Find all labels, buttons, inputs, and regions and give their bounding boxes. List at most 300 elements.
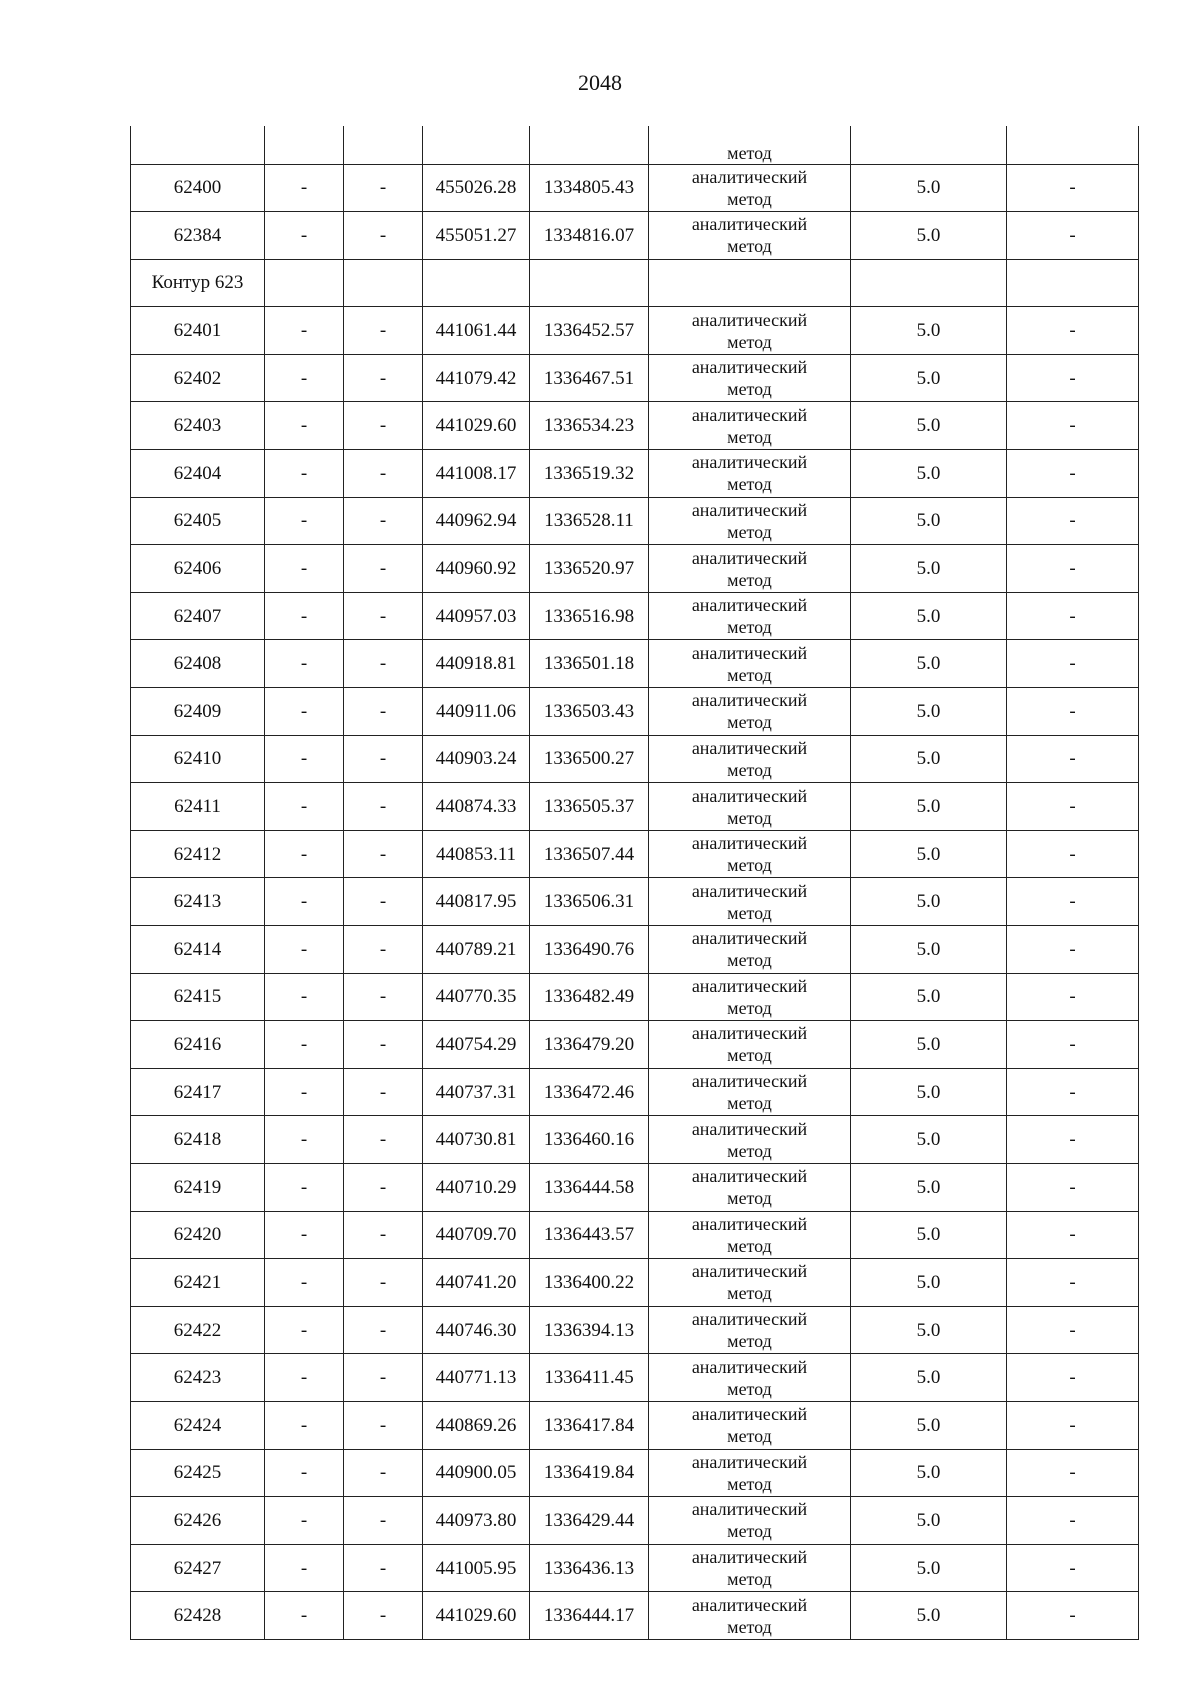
cell-y [530, 592, 649, 640]
cell-y [530, 783, 649, 831]
cell-y [530, 307, 649, 355]
cell-dash-text: - [300, 1557, 308, 1579]
cell-point-id [131, 212, 265, 260]
cell-x [423, 592, 530, 640]
cell-x-text: 440710.29 [435, 1176, 517, 1198]
cell-x-text: 441008.17 [435, 462, 517, 484]
cell-method-text: аналитический метод [691, 690, 808, 733]
cell-method [649, 1116, 851, 1164]
table-row [131, 1401, 1139, 1449]
cell-method-text: аналитический метод [691, 452, 808, 495]
cell-accuracy [851, 1163, 1007, 1211]
cell-accuracy-text: 5.0 [916, 1129, 941, 1151]
cell-dash-text: - [300, 1509, 308, 1531]
cell-point-id [131, 735, 265, 783]
cell-dash [1007, 878, 1139, 926]
cell-accuracy-text: 5.0 [916, 1509, 941, 1531]
cell-accuracy-text: 5.0 [916, 1462, 941, 1484]
cell-x-text: 440817.95 [435, 891, 517, 913]
cell-dash [344, 592, 423, 640]
cell-dash [265, 783, 344, 831]
cell-dash-text: - [300, 1033, 308, 1055]
cell-y [530, 1306, 649, 1354]
cell-x-text: 441029.60 [435, 415, 517, 437]
cell-point-id [131, 497, 265, 545]
cell-point-id-text: 62400 [173, 177, 222, 199]
cell-accuracy [851, 783, 1007, 831]
cell-x-text: 441029.60 [435, 1605, 517, 1627]
cell-dash [265, 640, 344, 688]
cell-dash-text: - [379, 462, 387, 484]
cell-dash-text: - [1069, 320, 1076, 342]
cell-y [530, 450, 649, 498]
cell-dash [1007, 1306, 1139, 1354]
cell-accuracy-text: 5.0 [916, 1414, 941, 1436]
table-row [131, 926, 1139, 974]
cell-x [423, 497, 530, 545]
cell-accuracy [851, 1211, 1007, 1259]
cell-dash-text: - [1069, 1033, 1076, 1055]
cell-dash-text: - [379, 891, 387, 913]
cell-x [423, 1354, 530, 1402]
cell-x-text: 440960.92 [435, 558, 517, 580]
cell-point-id [131, 1211, 265, 1259]
cell-accuracy [851, 497, 1007, 545]
cell-y-text: 1336394.13 [543, 1319, 635, 1341]
cell-x-text: 455051.27 [435, 224, 517, 246]
cell-dash [265, 1021, 344, 1069]
cell-method-text: аналитический метод [691, 1023, 808, 1066]
cell-method [649, 783, 851, 831]
cell-x-text: 440789.21 [435, 938, 517, 960]
cell-x-text: 455026.28 [435, 177, 517, 199]
cell-y [530, 1259, 649, 1307]
cell-method-text: аналитический метод [691, 547, 808, 590]
cell-method-text: аналитический метод [691, 1071, 808, 1114]
cell-point-id-text: 62424 [173, 1414, 222, 1436]
cell-point-id [131, 926, 265, 974]
cell-dash [265, 307, 344, 355]
cell-method-text: аналитический метод [691, 595, 808, 638]
cell-dash [265, 1259, 344, 1307]
cell-y-text: 1336490.76 [543, 938, 635, 960]
cell-dash-text: - [1069, 1557, 1076, 1579]
cell-dash [265, 402, 344, 450]
table-row [131, 307, 1139, 355]
table-row [131, 354, 1139, 402]
cell-dash-text: - [1069, 843, 1076, 865]
cell-dash-text: - [300, 1176, 308, 1198]
cell-y-text: 1336429.44 [543, 1509, 635, 1531]
cell-dash-text: - [300, 415, 308, 437]
cell-dash [265, 878, 344, 926]
cell-y [530, 1449, 649, 1497]
cell-dash [1007, 640, 1139, 688]
cell-point-id-text: 62422 [173, 1319, 222, 1341]
cell-method [649, 735, 851, 783]
cell-dash [265, 1544, 344, 1592]
cell-y-text: 1336436.13 [543, 1557, 635, 1579]
cell-method [649, 1592, 851, 1640]
cell-x-text: 440737.31 [435, 1081, 517, 1103]
cell-dash [265, 1306, 344, 1354]
cell-dash [1007, 1497, 1139, 1545]
cell-empty [265, 259, 344, 307]
cell-dash-text: - [379, 1319, 387, 1341]
cell-dash [344, 1259, 423, 1307]
cell-accuracy-text: 5.0 [916, 1271, 941, 1293]
cell-y [530, 402, 649, 450]
cell-dash-text: - [379, 1462, 387, 1484]
table-row [131, 1211, 1139, 1259]
cell-y-text: 1336443.57 [543, 1224, 635, 1246]
cell-empty [530, 126, 649, 164]
cell-x-text: 440911.06 [435, 700, 517, 722]
table-row [131, 830, 1139, 878]
cell-dash-text: - [1069, 224, 1076, 246]
cell-dash-text: - [379, 986, 387, 1008]
cell-method-text: аналитический метод [691, 499, 808, 542]
cell-x [423, 402, 530, 450]
cell-x-text: 440754.29 [435, 1033, 517, 1055]
cell-point-id [131, 830, 265, 878]
cell-dash-text: - [379, 1129, 387, 1151]
cell-dash-text: - [300, 462, 308, 484]
cell-dash-text: - [1069, 1462, 1076, 1484]
cell-method [649, 307, 851, 355]
cell-accuracy-text: 5.0 [916, 891, 941, 913]
cell-dash-text: - [379, 605, 387, 627]
cell-dash-text: - [379, 558, 387, 580]
cell-dash [1007, 545, 1139, 593]
table-row [131, 1497, 1139, 1545]
cell-method-text: аналитический метод [691, 309, 808, 352]
cell-y-text: 1336507.44 [543, 843, 635, 865]
cell-method [649, 545, 851, 593]
table-row [131, 783, 1139, 831]
cell-y-text: 1336444.58 [543, 1176, 635, 1198]
cell-dash [1007, 783, 1139, 831]
cell-y [530, 830, 649, 878]
cell-y [530, 1021, 649, 1069]
cell-dash [1007, 402, 1139, 450]
cell-point-id-text: 62427 [173, 1557, 222, 1579]
cell-accuracy-text: 5.0 [916, 843, 941, 865]
cell-method [649, 1021, 851, 1069]
cell-x-text: 441005.95 [435, 1557, 517, 1579]
cell-point-id [131, 545, 265, 593]
cell-point-id [131, 1592, 265, 1640]
cell-y [530, 735, 649, 783]
cell-method [649, 450, 851, 498]
cell-accuracy [851, 1354, 1007, 1402]
cell-x [423, 830, 530, 878]
cell-dash [265, 926, 344, 974]
cell-y-text: 1336501.18 [543, 653, 635, 675]
cell-dash [1007, 592, 1139, 640]
cell-accuracy [851, 450, 1007, 498]
cell-dash-text: - [379, 177, 387, 199]
cell-empty [851, 126, 1007, 164]
cell-y [530, 1401, 649, 1449]
cell-accuracy-text: 5.0 [916, 1081, 941, 1103]
cell-point-id-text: 62414 [173, 938, 222, 960]
cell-dash-text: - [300, 653, 308, 675]
cell-accuracy [851, 1401, 1007, 1449]
cell-dash [265, 1592, 344, 1640]
cell-empty [344, 259, 423, 307]
cell-x [423, 1259, 530, 1307]
cell-accuracy [851, 592, 1007, 640]
cell-dash-text: - [1069, 1271, 1076, 1293]
cell-method-text: аналитический метод [691, 1404, 808, 1447]
cell-dash-text: - [300, 1605, 308, 1627]
table-row [131, 878, 1139, 926]
cell-y-text: 1336467.51 [543, 367, 635, 389]
cell-y-text: 1336417.84 [543, 1414, 635, 1436]
cell-method [649, 1497, 851, 1545]
cell-dash [344, 830, 423, 878]
cell-dash [265, 164, 344, 212]
cell-dash-text: - [300, 748, 308, 770]
cell-dash-text: - [300, 177, 308, 199]
table-row [131, 1021, 1139, 1069]
cell-x [423, 1497, 530, 1545]
cell-y [530, 1116, 649, 1164]
cell-dash [265, 1068, 344, 1116]
cell-dash-text: - [379, 700, 387, 722]
table-body [131, 126, 1139, 1639]
cell-dash [344, 164, 423, 212]
cell-y-text: 1336444.17 [543, 1605, 635, 1627]
cell-x [423, 1116, 530, 1164]
cell-accuracy-text: 5.0 [916, 1605, 941, 1627]
cell-method [649, 878, 851, 926]
cell-y-text: 1336400.22 [543, 1271, 635, 1293]
cell-dash [344, 1401, 423, 1449]
cell-dash-text: - [1069, 177, 1076, 199]
cell-dash-text: - [300, 700, 308, 722]
cell-accuracy [851, 164, 1007, 212]
cell-empty [1007, 259, 1139, 307]
cell-dash-text: - [1069, 700, 1076, 722]
cell-dash [1007, 1544, 1139, 1592]
cell-point-id [131, 973, 265, 1021]
cell-y-text: 1336472.46 [543, 1081, 635, 1103]
cell-accuracy [851, 545, 1007, 593]
cell-method [649, 1449, 851, 1497]
cell-dash-text: - [379, 796, 387, 818]
cell-dash [344, 926, 423, 974]
cell-y-text: 1336516.98 [543, 605, 635, 627]
cell-accuracy [851, 735, 1007, 783]
cell-method-text: аналитический метод [691, 833, 808, 876]
cell-x [423, 164, 530, 212]
cell-y-text: 1336506.31 [543, 891, 635, 913]
cell-method-text: аналитический метод [691, 1356, 808, 1399]
cell-dash [344, 1068, 423, 1116]
cell-accuracy [851, 1449, 1007, 1497]
section-row [131, 259, 1139, 307]
cell-y [530, 1163, 649, 1211]
cell-x [423, 1306, 530, 1354]
cell-method-text: аналитический метод [691, 166, 808, 209]
cell-dash [1007, 1211, 1139, 1259]
cell-y [530, 545, 649, 593]
cell-dash-text: - [300, 986, 308, 1008]
cell-dash-text: - [300, 1414, 308, 1436]
cell-accuracy [851, 1592, 1007, 1640]
cell-dash [265, 450, 344, 498]
cell-y [530, 640, 649, 688]
cell-accuracy-text: 5.0 [916, 462, 941, 484]
cell-point-id [131, 1449, 265, 1497]
cell-dash [1007, 1401, 1139, 1449]
cell-point-id-text: 62404 [173, 462, 222, 484]
cell-point-id [131, 1354, 265, 1402]
cell-dash [344, 1116, 423, 1164]
cell-dash-text: - [300, 224, 308, 246]
table-row [131, 1354, 1139, 1402]
cell-method-text: аналитический метод [691, 1594, 808, 1637]
table-row [131, 592, 1139, 640]
table-row [131, 640, 1139, 688]
cell-point-id-text: 62419 [173, 1176, 222, 1198]
cell-point-id [131, 450, 265, 498]
cell-y-text: 1336534.23 [543, 415, 635, 437]
cell-dash-text: - [379, 1271, 387, 1293]
cell-y [530, 497, 649, 545]
cell-x-text: 441079.42 [435, 367, 517, 389]
cell-dash-text: - [379, 1224, 387, 1246]
cell-dash-text: - [379, 320, 387, 342]
cell-dash-text: - [300, 558, 308, 580]
section-label [131, 259, 265, 307]
cell-method-text: аналитический метод [691, 214, 808, 257]
cell-accuracy-text: 5.0 [916, 653, 941, 675]
cell-dash [265, 592, 344, 640]
cell-accuracy [851, 1306, 1007, 1354]
cell-accuracy [851, 1497, 1007, 1545]
cell-dash [1007, 164, 1139, 212]
cell-accuracy [851, 354, 1007, 402]
cell-accuracy-text: 5.0 [916, 510, 941, 532]
cell-x [423, 878, 530, 926]
cell-dash [1007, 926, 1139, 974]
table-row [131, 545, 1139, 593]
cell-dash [344, 1497, 423, 1545]
cell-x [423, 1449, 530, 1497]
cell-dash-text: - [300, 510, 308, 532]
cell-point-id [131, 878, 265, 926]
cell-dash [1007, 1592, 1139, 1640]
cell-x-text: 440874.33 [435, 796, 517, 818]
cell-y [530, 1544, 649, 1592]
cell-dash-text: - [379, 1557, 387, 1579]
table-row [131, 1259, 1139, 1307]
cell-point-id [131, 164, 265, 212]
cell-dash [265, 545, 344, 593]
table-row [131, 164, 1139, 212]
cell-dash-text: - [379, 1605, 387, 1627]
cell-dash-text: - [1069, 558, 1076, 580]
cell-method [649, 164, 851, 212]
cell-x-text: 440771.13 [435, 1367, 517, 1389]
cell-dash-text: - [300, 320, 308, 342]
cell-empty [131, 126, 265, 164]
cell-dash-text: - [379, 367, 387, 389]
page-number: 2048 [578, 70, 622, 95]
cell-method-text: аналитический метод [691, 357, 808, 400]
cell-x-text: 440962.94 [435, 510, 517, 532]
table-row [131, 1116, 1139, 1164]
cell-method [649, 830, 851, 878]
cell-dash [344, 450, 423, 498]
cell-dash [344, 307, 423, 355]
cell-point-id-text: 62416 [173, 1033, 222, 1055]
cell-dash [344, 735, 423, 783]
cell-dash [265, 1116, 344, 1164]
cell-x [423, 735, 530, 783]
cell-method-text: аналитический метод [691, 1118, 808, 1161]
cell-dash-text: - [379, 938, 387, 960]
cell-dash-text: - [1069, 748, 1076, 770]
cell-method [649, 926, 851, 974]
cell-empty [423, 259, 530, 307]
cell-point-id-text: 62413 [173, 891, 222, 913]
cell-dash [1007, 212, 1139, 260]
cell-dash [344, 688, 423, 736]
cell-dash [344, 402, 423, 450]
cell-accuracy-text: 5.0 [916, 605, 941, 627]
cell-dash [265, 688, 344, 736]
cell-dash [1007, 1354, 1139, 1402]
cell-y-text: 1334805.43 [543, 177, 635, 199]
table-row [131, 735, 1139, 783]
cell-dash-text: - [379, 1367, 387, 1389]
cell-method [649, 688, 851, 736]
cell-empty [1007, 126, 1139, 164]
cell-accuracy [851, 402, 1007, 450]
cell-x [423, 783, 530, 831]
cell-point-id [131, 354, 265, 402]
cell-dash [265, 497, 344, 545]
cell-accuracy [851, 307, 1007, 355]
cell-dash-text: - [379, 1081, 387, 1103]
cell-point-id-text: 62412 [173, 843, 222, 865]
cell-dash-text: - [379, 1033, 387, 1055]
cell-accuracy [851, 1021, 1007, 1069]
cell-accuracy-text: 5.0 [916, 320, 941, 342]
cell-method-text: аналитический метод [691, 1261, 808, 1304]
cell-dash-text: - [379, 415, 387, 437]
cell-empty [423, 126, 530, 164]
cell-method-text: аналитический метод [691, 1547, 808, 1590]
cell-x [423, 1211, 530, 1259]
cell-accuracy [851, 688, 1007, 736]
cell-point-id-text: 62425 [173, 1462, 222, 1484]
cell-dash-text: - [379, 1176, 387, 1198]
cell-y [530, 354, 649, 402]
cell-dash-text: - [1069, 1509, 1076, 1531]
cell-dash [265, 1211, 344, 1259]
cell-x [423, 1068, 530, 1116]
cell-accuracy [851, 212, 1007, 260]
cell-dash-text: - [1069, 605, 1076, 627]
table-row [131, 1306, 1139, 1354]
cell-accuracy-text: 5.0 [916, 1367, 941, 1389]
cell-dash [344, 640, 423, 688]
